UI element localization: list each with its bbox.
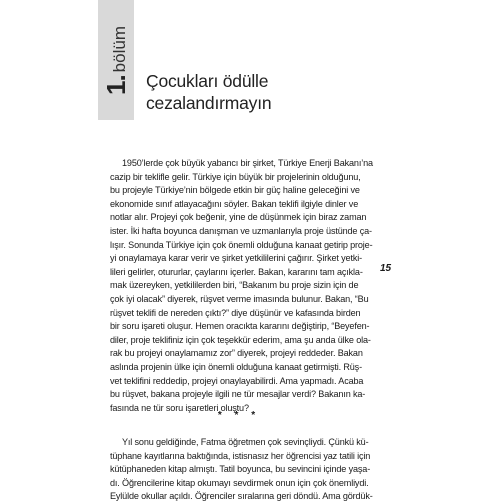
paragraph-1 [110,157,373,415]
text-line: tüphane kayıtlarına baktığında, istisnasız her öğrencisi yaz tatili için [110,450,371,461]
chapter-title-line: cezalandırmayın [146,93,272,113]
text-line: notlar alır. Projeyi çok beğenir, yine de düşünmek için biraz zaman [110,212,367,223]
chapter-title [146,70,271,114]
chapter-label [98,6,134,116]
text-line: mak üzereyken, yetkililerden biri, “Bakanım bu proje sizin için de [110,280,359,291]
text-line: bir soru işareti oluşur. Hemen oracıkta kararını değiştirip, “Beyefen- [110,321,370,332]
text-line: lileri gelirler, otururlar, çaylarını içerler. Bakan, kararını tam açıkla- [110,266,363,277]
paragraph-2 [110,436,373,504]
text-line: dı. Öğrencilerine kitap okumayı sevdirmek onun için çok önemliydi. [110,477,369,488]
text-line: vet teklifini reddedip, projeyi onaylayabilirdi. Ama yapmadı. Acaba [110,375,364,386]
text-line: fasında ne tür soru işaretleri oluştu? [110,402,249,413]
chapter-word: bölüm [109,26,129,73]
text-line: cazip bir teklifle gelir. Türkiye için büyük bir projelerinin olduğunu, [110,171,361,182]
chapter-number: 1. [100,75,131,95]
text-line: aslında projenin ülke için önemli olduğuna kanaat getirmişti. Rüş- [110,361,362,372]
text-line: lışır. Sonunda Türkiye için çok önemli olduğuna kanaat getirip proje- [110,239,373,250]
text-line: ister. İki hafta boyunca danışman ve uzmanlarıyla proje üstünde ça- [110,225,372,236]
text-line: çok iyi olacak” diyerek, rüşvet verme imasında bulunur. Bakan, “Bu [110,293,369,304]
text-line: bu projeyle Türkiye’nin bölgede etkin bir güç haline geleceğini ve [110,185,360,196]
text-line: rüşvet teklifi de nereden çıktı?” diye düşünür ve kafasında birden [110,307,361,318]
text-line: kütüphaneden kitap almıştı. Tatil boyunca, bu sevincini içinde yaşa- [110,464,371,475]
page-number: 15 [380,263,392,274]
text-line: Yıl sonu geldiğinde, Fatma öğretmen çok sevinçliydi. Çünkü kü- [122,437,369,447]
text-line: rak bu projeyi onaylamamız zor” diyerek, projeyi reddeder. Bakan [110,348,363,359]
text-line: bu rüşvet, bakana projeyle ilgili ne tür mesajlar verdi? Bakanın ka- [110,389,366,400]
text-line: Eylülde okullar açıldı. Öğrenciler sıralarına geri döndü. Ama gördük- [110,491,373,502]
text-line: diler, proje teklifiniz için çok teşekkür ederim, ama şu anda ülke ola- [110,334,371,345]
chapter-title-line: Çocukları ödülle [146,71,269,91]
chapter-label-rotated [101,26,132,95]
text-line: 1950’lerde çok büyük yabancı bir şirket, Türkiye Enerji Bakanı’na [122,158,373,168]
text-line: yi onaylamaya karar verir ve şirket yetkililerini çağırır. Şirket yetki- [110,253,362,264]
text-line: ekonomide sınıf atlayacağını söyler. Bakan teklifi ilgiyle dinler ve [110,198,359,209]
chapter-tab [98,0,134,120]
section-separator: * * * [217,410,261,421]
